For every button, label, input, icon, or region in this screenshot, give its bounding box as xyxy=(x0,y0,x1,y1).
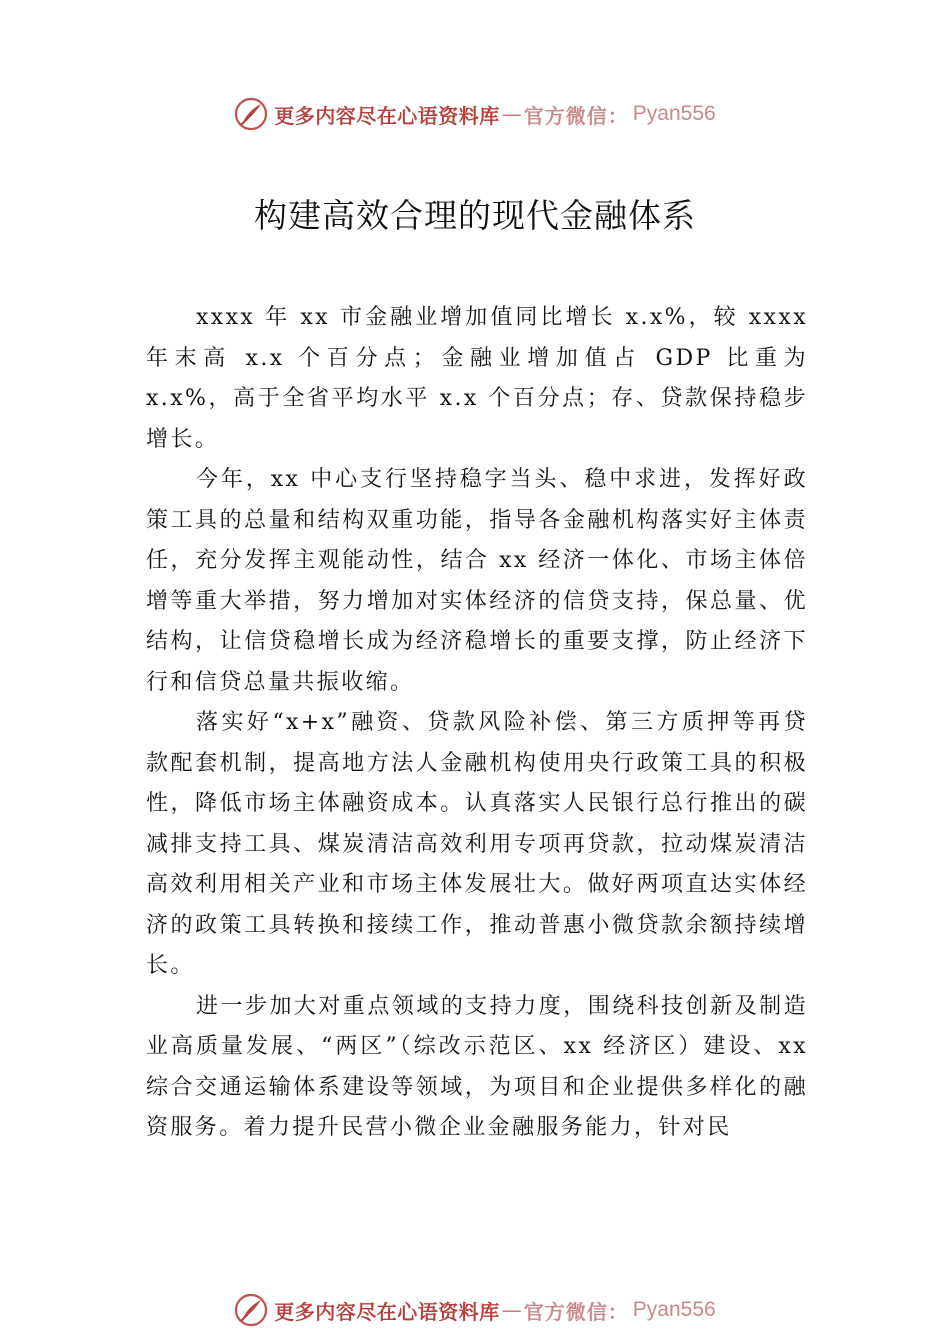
header-banner xyxy=(0,92,950,136)
paragraph-3: 落实好“x+x”融资、贷款风险补偿、第三方质押等再贷款配套机制，提高地方法人金融机构使用央行政策工具的积极性，降低市场主体融资成本。认真落实人民银行总行推出的碳减排支持工具、煤炭清洁高效利用专项再贷款，拉动煤炭清洁高效利用相关产业和市场主体发展壮大。做好两项直达实体经济的政策工具转换和接续工作，推动普惠小微贷款余额持续增长。 xyxy=(146,710,808,978)
quill-logo-icon xyxy=(234,1293,268,1327)
banner-sub-text: 官方微信： xyxy=(523,103,629,128)
banner-main-text: 更多内容尽在心语资料库 xyxy=(274,103,500,128)
banner-sub-text: 官方微信： xyxy=(523,1299,629,1324)
banner-dash: — xyxy=(501,1298,522,1322)
document-body xyxy=(146,298,808,1149)
banner-main-text: 更多内容尽在心语资料库 xyxy=(274,1299,500,1324)
page-title: 构建高效合理的现代金融体系 xyxy=(254,196,696,235)
quill-logo-icon xyxy=(234,97,268,131)
banner-wechat-handle: Pyan556 xyxy=(632,1298,716,1321)
paragraph-2: 今年，xx 中心支行坚持稳字当头、稳中求进，发挥好政策工具的总量和结构双重功能，指导各金融机构落实好主体责任，充分发挥主观能动性，结合 xx 经济一体化、市场主体倍增等重大举措，努力增加对实体经济的信贷支持，保总量、优结构，让信贷稳增长成为经济稳增长的重要支撑，防止经济下行和信贷总量共振收缩。 xyxy=(146,467,808,695)
footer-banner xyxy=(0,1288,950,1332)
banner-wechat-handle: Pyan556 xyxy=(632,102,716,125)
paragraph-1: xxxx 年 xx 市金融业增加值同比增长 x.x%，较 xxxx 年末高 x.x 个百分点；金融业增加值占 GDP 比重为 x.x%，高于全省平均水平 x.x 个百分点；存、贷款保持稳步增长。 xyxy=(146,305,808,452)
paragraph-4: 进一步加大对重点领域的支持力度，围绕科技创新及制造业高质量发展、“两区”（综改示范区、xx 经济区）建设、xx 综合交通运输体系建设等领域，为项目和企业提供多样化的融资服务。着力提升民营小微企业金融服务能力，针对民 xyxy=(146,993,808,1140)
banner-dash: — xyxy=(501,102,522,126)
